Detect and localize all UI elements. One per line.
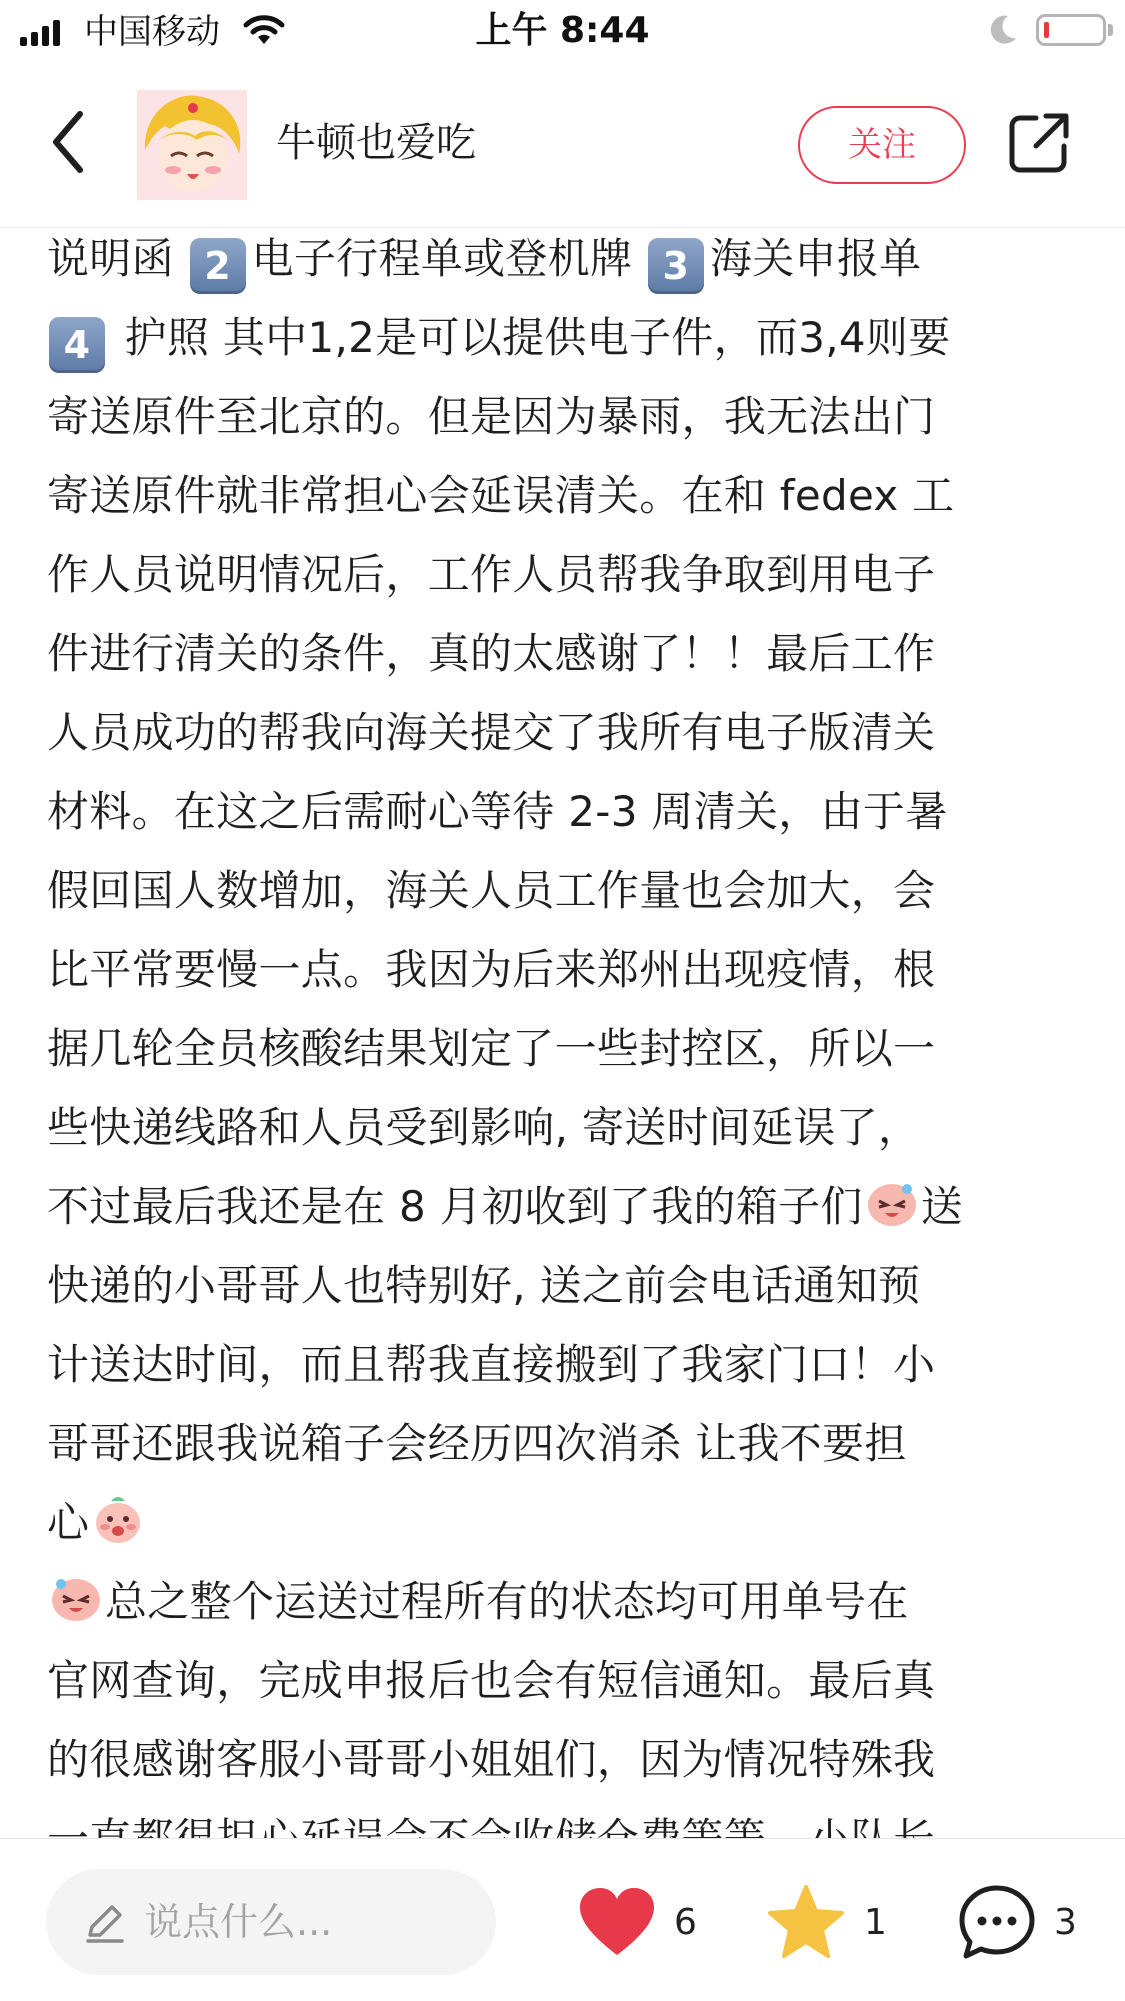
star-icon — [766, 1884, 846, 1960]
note-body-text — [47, 140, 1087, 1878]
bottom-action-bar — [0, 1838, 1125, 2001]
note-header — [0, 62, 1125, 228]
text-line: 据几轮全员核酸结果划定了一些封控区，所以一 — [47, 1024, 936, 1073]
carrier-name: 中国移动 — [84, 12, 220, 52]
note-content — [0, 180, 1125, 1838]
avatar-illustration — [137, 90, 247, 200]
comment-bubble-icon — [958, 1884, 1036, 1960]
text-line: 作人员说明情况后，工作人员帮我争取到用电子 — [47, 550, 936, 599]
text-line: 快递的小哥哥人也特别好, 送之前会电话通知预 — [47, 1261, 921, 1310]
text-line: 寄送原件至北京的。但是因为暴雨，我无法出门 — [47, 392, 936, 441]
text-line: 4 护照 其中1,2是可以提供电子件，而3,4则要 — [47, 298, 1087, 377]
collect-button[interactable] — [766, 1869, 887, 1975]
text-line: 假回国人数增加，海关人员工作量也会加大，会 — [47, 866, 936, 915]
text-line: 件进行清关的条件，真的太感谢了！！最后工作 — [47, 629, 936, 678]
back-arrow-icon[interactable] — [44, 102, 94, 182]
laughing-face-emoji-icon — [865, 1175, 919, 1229]
laughing-face-emoji-icon — [49, 1570, 103, 1624]
collect-count: 1 — [864, 1901, 887, 1943]
text-line: 寄送原件就非常担心会延误清关。在和 fedex 工 — [47, 471, 955, 520]
follow-button[interactable]: 关注 — [798, 106, 966, 184]
status-time: 上午 8:44 — [475, 10, 650, 51]
keycap-4-icon: 4 — [49, 317, 105, 373]
text-line: 总之整个运送过程所有的状态均可用单号在 — [47, 1562, 1087, 1641]
text-line: 的很感谢客服小哥哥小姐姐们，因为情况特殊我 — [47, 1735, 936, 1784]
text-line: 不过最后我还是在 8 月初收到了我的箱子们 送 — [47, 1167, 1087, 1246]
share-icon[interactable] — [1006, 110, 1072, 176]
comment-input-box[interactable] — [46, 1869, 496, 1975]
like-button[interactable] — [578, 1869, 697, 1975]
pen-icon — [82, 1901, 126, 1945]
text-line: 比平常要慢一点。我因为后来郑州出现疫情，根 — [47, 945, 936, 994]
text-line: 些快递线路和人员受到影响, 寄送时间延误了， — [47, 1103, 921, 1152]
text-line: 哥哥还跟我说箱子会经历四次消杀 让我不要担 — [47, 1419, 907, 1468]
text-line: 官网查询，完成申报后也会有短信通知。最后真 — [47, 1656, 936, 1705]
text-line: 人员成功的帮我向海关提交了我所有电子版清关 — [47, 708, 936, 757]
comment-input[interactable] — [144, 1889, 474, 1955]
heart-icon — [578, 1887, 656, 1957]
author-avatar[interactable] — [137, 90, 247, 200]
text-line: 心 — [47, 1483, 1087, 1562]
comment-count: 3 — [1054, 1901, 1077, 1943]
keycap-3-icon: 3 — [648, 238, 704, 294]
like-count: 6 — [674, 1901, 697, 1943]
moon-icon — [988, 14, 1018, 46]
battery-tip — [1108, 24, 1113, 36]
text-line: 说明函 2 电子行程单或登机牌 3 海关申报单 — [47, 219, 1087, 298]
shy-face-emoji-icon — [91, 1491, 145, 1545]
status-bar — [0, 0, 1125, 62]
keycap-2-icon: 2 — [190, 238, 246, 294]
author-name[interactable]: 牛顿也爱吃 — [276, 120, 476, 166]
comment-button[interactable] — [958, 1869, 1077, 1975]
text-line: 计送达时间，而且帮我直接搬到了我家门口！小 — [47, 1340, 936, 1389]
text-line: 材料。在这之后需耐心等待 2-3 周清关，由于暑 — [47, 787, 948, 836]
battery-icon — [1036, 14, 1106, 46]
